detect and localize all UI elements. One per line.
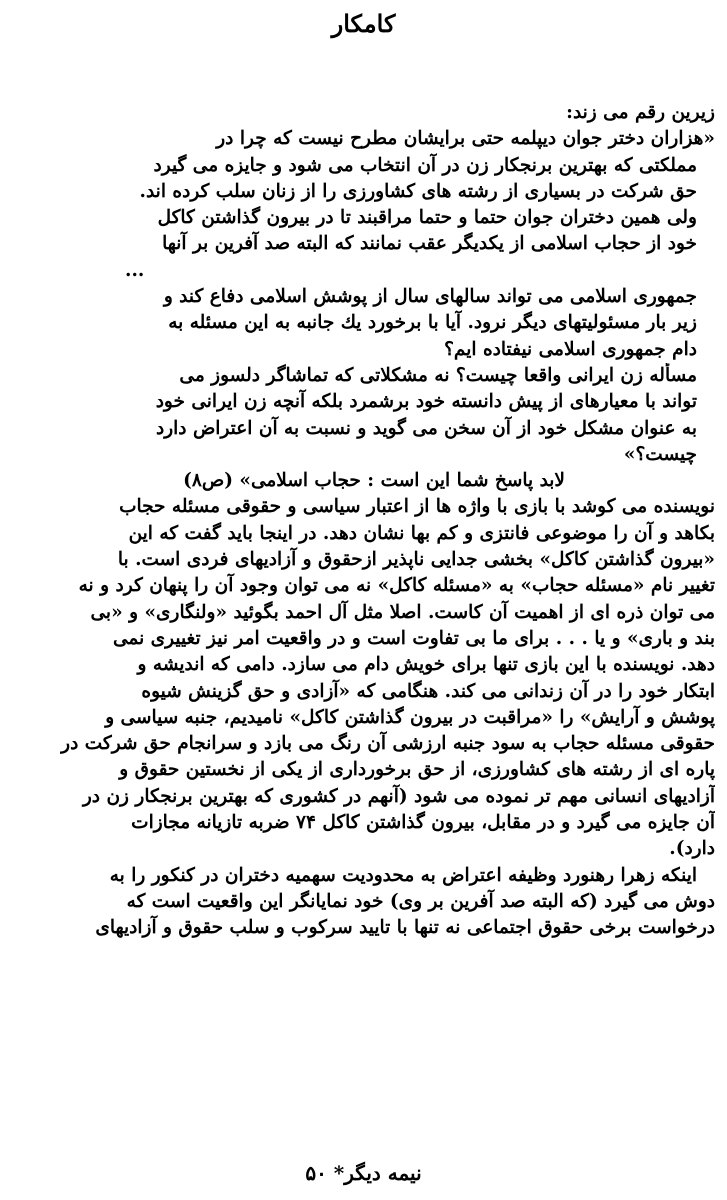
text-line: آن جایزه می گیرد و در مقابل، بیرون گذاشتن کاکل ۷۴ ضربه تازیانه مجازات [131,812,715,834]
text-line: ... [125,259,145,281]
text-line: خود از حجاب اسلامی از یکدیگر عقب نمانند که البته صد آفرین بر آنها [162,233,697,255]
text-line: دام جمهوری اسلامی نیفتاده ایم؟ [444,338,697,360]
text-line: دهد. نویسنده با این بازی تنها برای خویش دام می سازد. دامی که اندیشه و [137,654,715,676]
text-line: مملکتی که بهترین برنجکار زن در آن انتخاب می شود و جایزه می گیرد [153,154,697,176]
text-line: مسأله زن ایرانی واقعا چیست؟ نه مشکلاتی که تماشاگر دلسوز می [179,364,697,386]
text-line: لابد پاسخ شما این است : حجاب اسلامی» (ص۸) [183,470,565,492]
text-line: زیر بار مسئولیتهای دیگر نرود. آیا با برخورد یك جانبه به این مسئله به [168,312,697,334]
text-line: پاره ای از رشته های کشاورزی، از حق برخورداری از یکی از نخستین حقوق و [119,759,715,781]
text-line: دارد). [669,838,715,860]
text-line: جمهوری اسلامی می تواند سالهای سال از پوشش اسلامی دفاع کند و [163,286,697,308]
text-line: «بیرون گذاشتن کاکل» بخشی جدایی ناپذیر ازحقوق و آزادیهای فردی است. با [117,549,715,571]
page-footer: نیمه دیگر* ۵۰ [305,1161,422,1185]
text-line: چیست؟» [623,443,697,465]
text-line: تواند با معیارهای از پیش دانسته خود برشمرد بلکه آنچه زن ایرانی خود [155,391,697,413]
text-line: ولی همین دختران جوان حتما و حتما مراقبند تا در بیرون گذاشتن کاکل [157,207,697,229]
text-line: اینکه زهرا رهنورد وظیفه اعتراض به محدودیت سهمیه دختران در کنکور را به [109,864,697,886]
text-line: پوشش و آرایش» را «مراقبت در بیرون گذاشتن کاکل» نامیدیم، جنبه سیاسی و [105,706,715,728]
text-line: زیرین رقم می زند: [566,102,715,123]
text-line: حق شرکت در بسیاری از رشته های کشاورزی را از زنان سلب کرده اند. [139,180,697,202]
text-line: تغییر نام «مسئله حجاب» به «مسئله کاکل» نه می توان وجود آن را پنهان کرد و نه [78,575,715,597]
text-line: بند و باری» و یا . . . برای ما بی تفاوت است و در واقعیت امر نیز تغییری نمی [112,627,715,649]
text-line: حقوقی مسئله حجاب به سود جنبه ارزشی آن رنگ می بازد و سرانجام حق شرکت در [61,733,715,755]
text-line: «هزاران دختر جوان دیپلمه حتی برایشان مطرح نیست که چرا در [216,128,715,150]
text-line: نویسنده می کوشد با بازی با واژه ها از اعتبار سیاسی و حقوقی مسئله حجاب [119,496,715,518]
text-line: بکاهد و آن را موضوعی فانتزی و کم بها نشان دهد. در اینجا باید گفت که این [128,522,715,544]
text-line: به عنوان مشکل خود از آن سخن می گوید و نسبت به آن اعتراض دارد [155,417,697,439]
text-line: ابتکار خود را در آن زندانی می کند. هنگامی که «آزادی و حق گزینش شیوه [141,680,715,702]
body-text [15,100,715,942]
text-line: می توان ذره ای از اهمیت آن کاست. اصلا مثل آل احمد بگوئید «ولنگاری» و «بی [90,601,715,623]
text-line: دوش می گیرد (که البته صد آفرین بر وی) خود نمایانگر این واقعیت است که [126,890,715,912]
page-header-title: کامکار [331,9,396,38]
text-line: درخواست برخی حقوق اجتماعی نه تنها با تایید سرکوب و سلب حقوق و آزادیهای [95,917,715,939]
text-line: آزادیهای انسانی مهم تر نموده می شود (آنهم در کشوری که بهترین برنجکار زن در [82,785,715,807]
